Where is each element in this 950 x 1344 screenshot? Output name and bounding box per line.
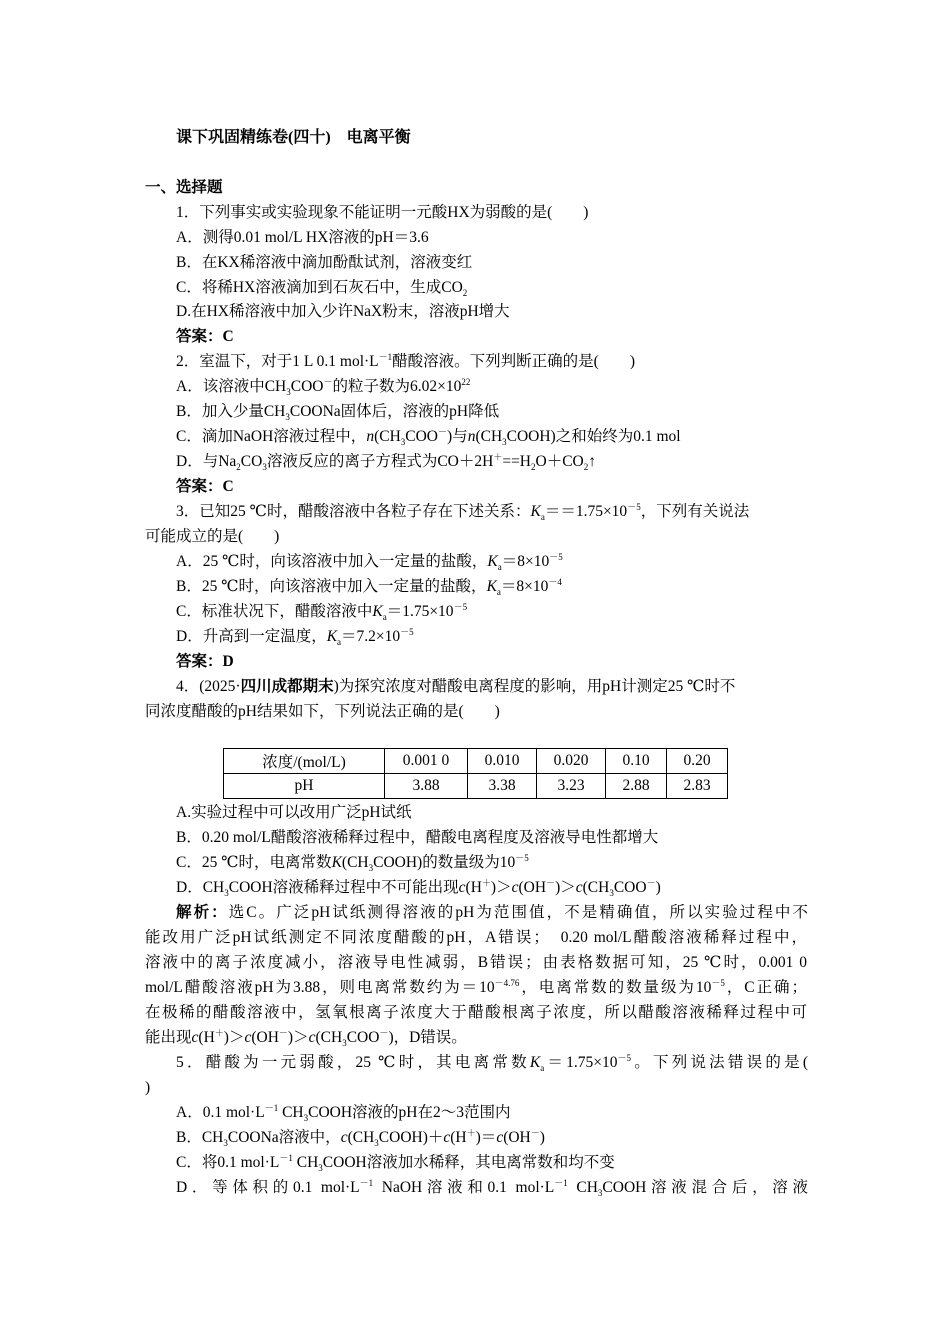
q4-stem-cont: 同浓度醋酸的pH结果如下，下列说法正确的是( ) bbox=[145, 703, 500, 720]
q3-stem: 3．已知25 ℃时，醋酸溶液中各粒子存在下述关系：$K_a==1.75\times 10^{-5}$，下列有关说法 bbox=[176, 501, 750, 523]
table-cell: 0.20 bbox=[667, 749, 728, 774]
q1-option-a: A．测得0.01 mol/L HX溶液的pH＝3.6 bbox=[176, 229, 429, 246]
q5-option-a: A．0.1 $mol\cdot L^{-1}$ $CH_3COOH$溶液的pH在2～3范围内 bbox=[176, 1102, 511, 1124]
q3-stem-cont: 可能成立的是( ) bbox=[145, 528, 280, 545]
ph-data-table bbox=[223, 748, 728, 799]
table-row bbox=[224, 749, 728, 774]
q3-option-a: A．25 ℃时，向该溶液中加入一定量的盐酸，$K_a=8\times 10^{-5}$ bbox=[176, 551, 563, 573]
table-cell: 3.88 bbox=[385, 774, 468, 799]
table-cell: 0.010 bbox=[468, 749, 537, 774]
q5-option-b: B．$CH_3COONa$溶液中，$c(CH_3COOH)+c(H^+)=c(OH^-)$ bbox=[176, 1127, 545, 1149]
q1-answer: 答案：C bbox=[176, 328, 234, 345]
q3-option-d: D．升高到一定温度，$K_a=7.2\times 10^{-5}$ bbox=[176, 626, 414, 648]
q4-analysis-line-4: mol/L醋酸溶液pH为3.88，则电离常数约为$=10^{-4.76}$，电离常数的数量级为$10^{-5}$，C正确； bbox=[145, 977, 807, 996]
table-cell: 0.020 bbox=[537, 749, 606, 774]
page-title: 课下巩固精练卷(四十) 电离平衡 bbox=[176, 129, 411, 146]
q2-stem: 2．室温下，对于1 L 0.1 $mol\cdot L^{-1}$醋酸溶液。下列判断正确的是( ) bbox=[176, 351, 635, 370]
q4-analysis-line-5: 在极稀的醋酸溶液中，氢氧根离子浓度大于醋酸根离子浓度，所以醋酸溶液稀释过程中可 bbox=[145, 1004, 807, 1021]
table-cell: 3.23 bbox=[537, 774, 606, 799]
q1-option-c: C．将稀HX溶液滴加到石灰石中，生成$CO_2$ bbox=[176, 279, 468, 299]
q4-analysis-line-6: 能出现$c(H^+)>c(OH^-)>c(CH_3COO^-)$，D错误。 bbox=[145, 1027, 467, 1049]
q2-option-c: C．滴加NaOH溶液过程中，$n(CH_3COO^-)$与$n(CH_3COOH)$之和始终为0.1 mol bbox=[176, 426, 681, 448]
q1-stem: 1．下列事实或实验现象不能证明一元酸HX为弱酸的是( ) bbox=[176, 204, 589, 221]
q3-option-c: C．标准状况下，醋酸溶液中$K_a=1.75\times 10^{-5}$ bbox=[176, 601, 468, 623]
q3-option-b: B．25 ℃时，向该溶液中加入一定量的盐酸，$K_a=8\times 10^{-4}$ bbox=[176, 576, 562, 598]
table-cell: 3.38 bbox=[468, 774, 537, 799]
q2-option-a: A．该溶液中$CH_3COO^-$的粒子数为$6.02\times 10^{22}$ bbox=[176, 376, 471, 398]
table-cell: 浓度/(mol/L) bbox=[224, 749, 385, 774]
q5-stem-cont: ) bbox=[145, 1079, 151, 1096]
q5-option-c: C．将0.1 $mol\cdot L^{-1}$ $CH_3COOH$溶液加水稀释，其电离常数和均不变 bbox=[176, 1152, 615, 1174]
q2-answer: 答案：C bbox=[176, 478, 234, 495]
table-cell: 2.88 bbox=[606, 774, 667, 799]
section-heading: 一、选择题 bbox=[145, 179, 223, 196]
q3-answer: 答案：D bbox=[176, 653, 234, 670]
q4-analysis-line-1: 解析：选C。广泛pH试纸测得溶液的pH为范围值，不是精确值，所以实验过程中不 bbox=[176, 904, 808, 921]
q4-option-a: A.实验过程中可以改用广泛pH试纸 bbox=[176, 804, 412, 821]
table-cell: 0.001 0 bbox=[385, 749, 468, 774]
q2-option-d: D．与$Na_2CO_3$溶液反应的离子方程式为$CO+2H^+==H_2O+CO_2↑$ bbox=[176, 451, 596, 473]
q1-option-d: D.在HX稀溶液中加入少许NaX粉末，溶液pH增大 bbox=[176, 303, 510, 320]
table-row bbox=[224, 774, 728, 799]
q4-option-b: B．0.20 mol/L醋酸溶液稀释过程中，醋酸电离程度及溶液导电性都增大 bbox=[176, 829, 659, 846]
q4-option-c: C．25 ℃时，电离常数$K(CH_3COOH)$的数量级为$10^{-5}$ bbox=[176, 852, 529, 874]
q2-option-b: B．加入少量$CH_3COONa$固体后，溶液的pH降低 bbox=[176, 403, 500, 423]
q4-option-d: D．$CH_3COOH$溶液稀释过程中不可能出现$c(H^+)>c(OH^-)>c(CH_3COO^-)$ bbox=[176, 877, 661, 899]
table-cell: 0.10 bbox=[606, 749, 667, 774]
table-cell: pH bbox=[224, 774, 385, 799]
q5-stem: 5．醋酸为一元弱酸，25 ℃时，其电离常数$K_a=1.75\times 10^{-5}$。下列说法错误的是( bbox=[176, 1052, 808, 1074]
q5-option-d: D．等体积的0.1 $mol\cdot L^{-1}$ NaOH溶液和0.1 $mol\cdot L^{-1}$ $CH_3COOH$溶液混合后，溶液 bbox=[176, 1177, 809, 1199]
q1-option-b: B．在KX稀溶液中滴加酚酞试剂，溶液变红 bbox=[176, 254, 473, 271]
table-cell: 2.83 bbox=[667, 774, 728, 799]
q4-analysis-line-3: 溶液中的离子浓度减小，溶液导电性减弱，B错误；由表格数据可知，25 ℃时，0.001 0 bbox=[145, 954, 807, 971]
q4-stem: 4．(2025·四川成都期末)为探究浓度对醋酸电离程度的影响，用pH计测定25 ℃时不 bbox=[176, 678, 736, 695]
q4-analysis-line-2: 能改用广泛pH试纸测定不同浓度醋酸的pH，A错误； 0.20 mol/L醋酸溶液稀释过程中， bbox=[145, 929, 807, 946]
